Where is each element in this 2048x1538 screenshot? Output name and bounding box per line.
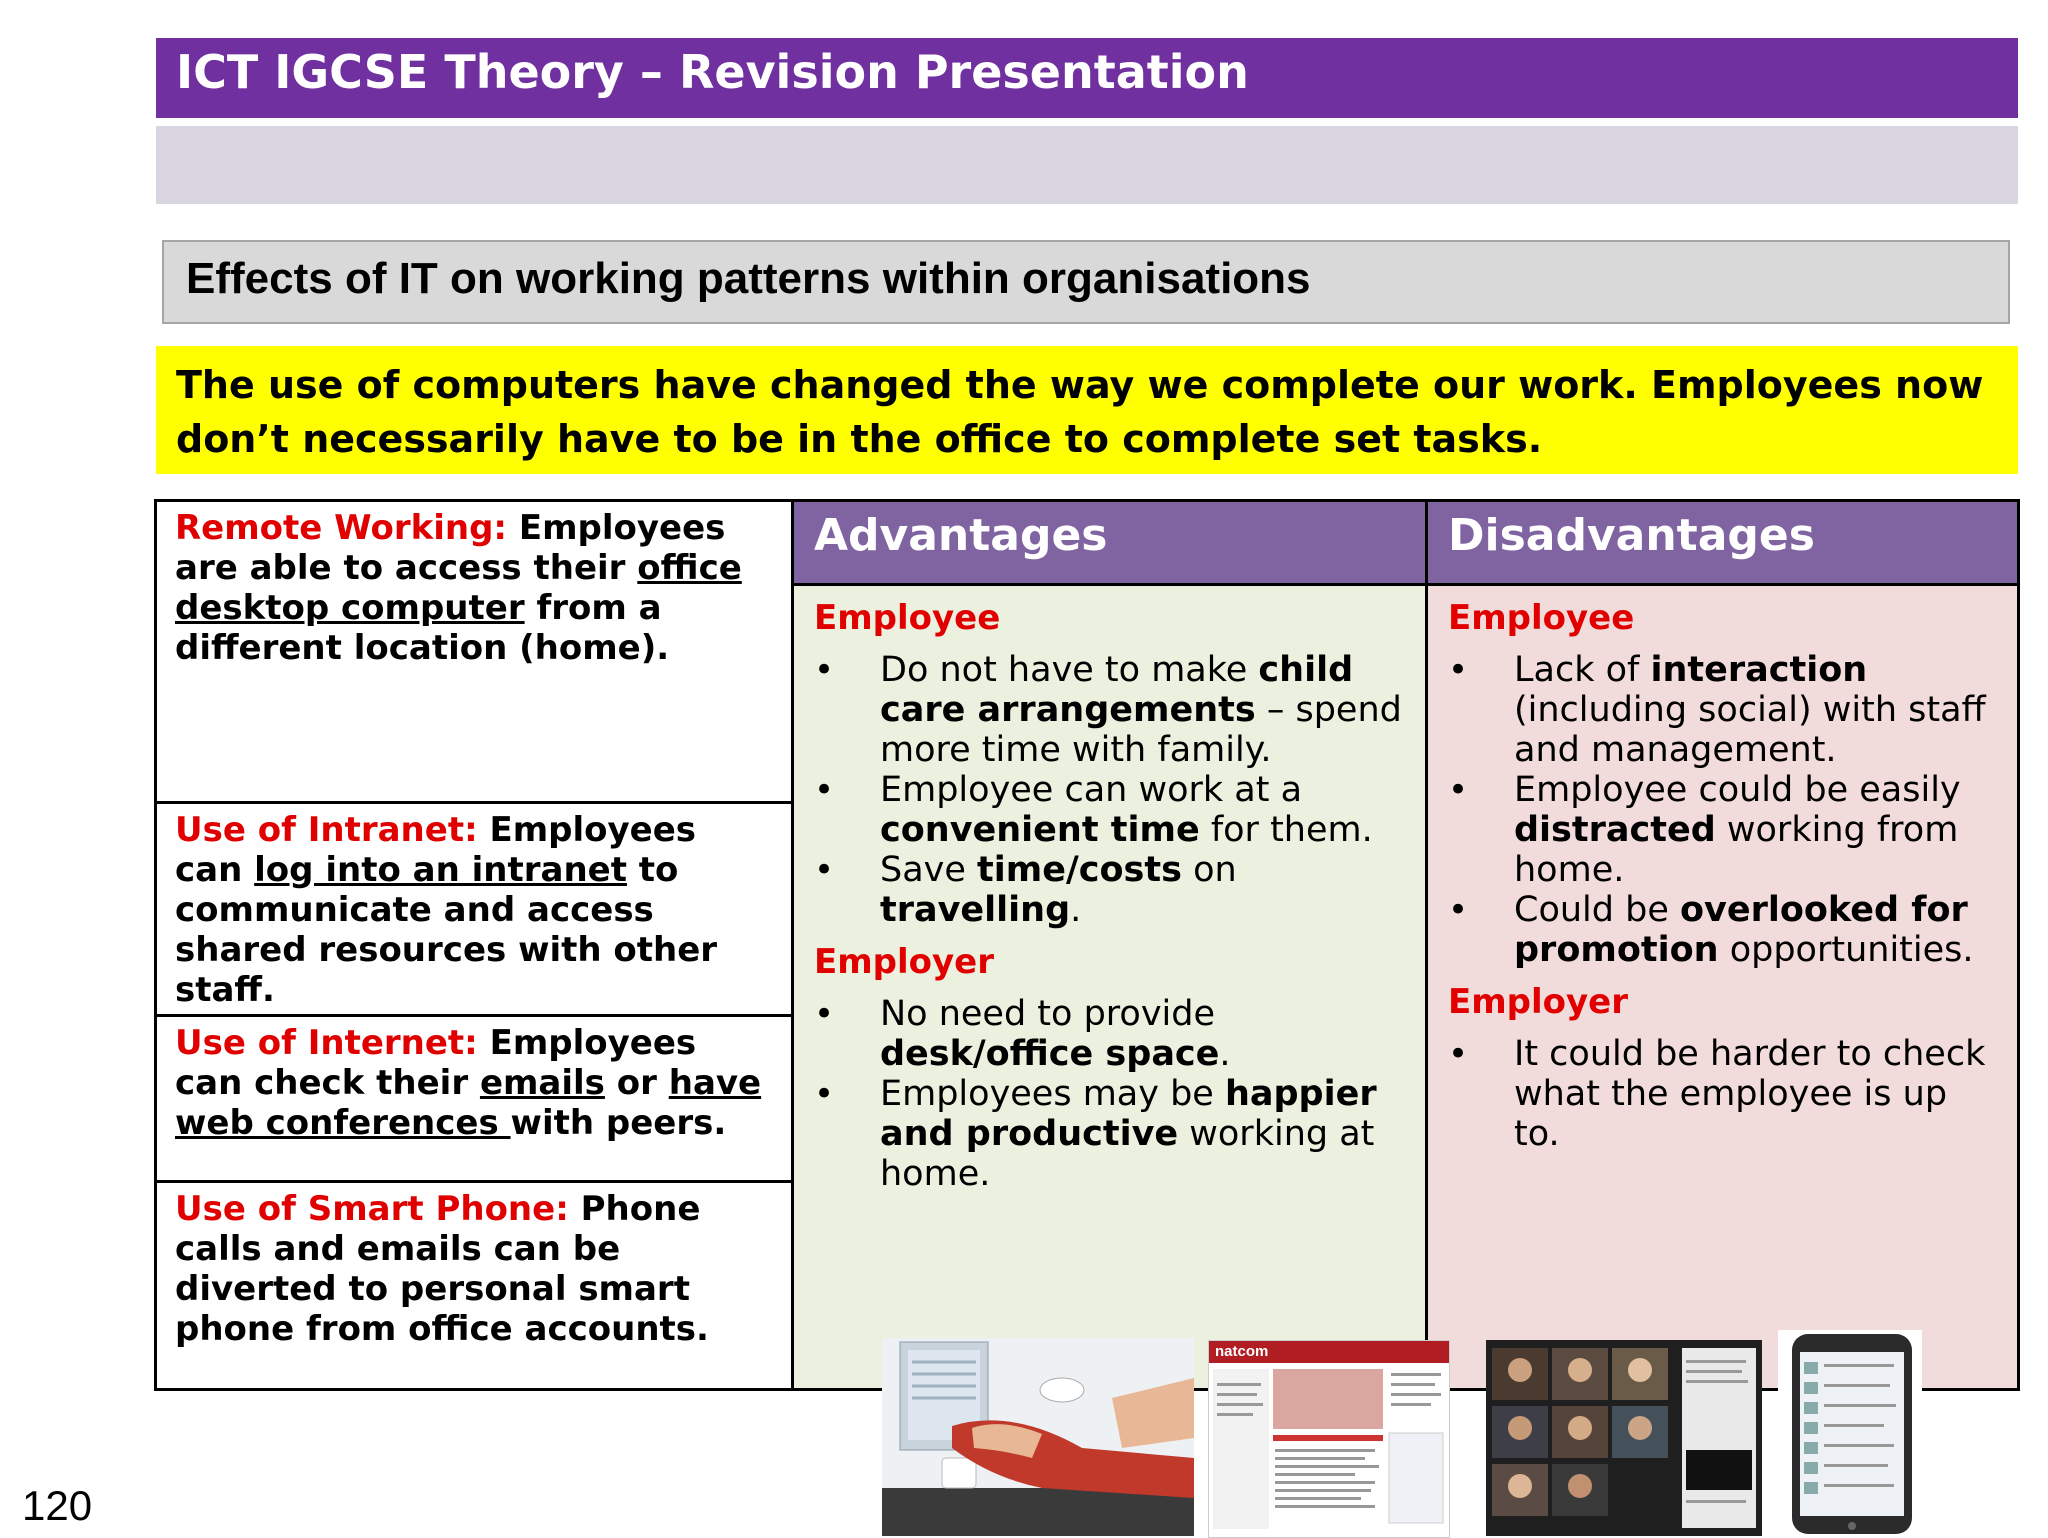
intranet-label: Use of Intranet:: [175, 810, 478, 850]
intranet-text-2: to communicate and access shared resources with other staff.: [175, 850, 718, 1010]
slide-title: ICT IGCSE Theory – Revision Presentation: [156, 38, 2018, 118]
disadvantages-employee-title: Employee: [1448, 598, 1635, 638]
remote-working-label: Remote Working:: [175, 508, 507, 548]
list-item: • It could be harder to check what the employee is up to.: [1448, 1034, 1997, 1154]
video-conference-image: [1486, 1340, 1762, 1536]
remote-working-cell: [157, 502, 791, 804]
disadvantages-employer-list: [1448, 1034, 1997, 1154]
list-item: • Employees may be happier and productive working at home.: [814, 1074, 1405, 1194]
subtitle-bar: [156, 126, 2018, 204]
advantages-employer-list: [814, 994, 1405, 1194]
advantages-heading: Advantages: [794, 502, 1425, 586]
internet-text-1: Employees can check their: [175, 1023, 697, 1103]
internet-text-3: with peers.: [510, 1103, 727, 1143]
list-item: • Employee could be easily distracted working from home.: [1448, 770, 1997, 890]
person-working-from-home-image: [882, 1338, 1194, 1536]
advantages-column: [794, 499, 1428, 1391]
page-number: 120: [22, 1482, 93, 1529]
smartphone-photo: [1778, 1330, 1922, 1536]
smartphone-cell: [157, 1183, 791, 1388]
list-item: • Employee can work at a convenient time for them.: [814, 770, 1405, 850]
remote-text-2: from a different location (home).: [175, 588, 670, 668]
list-item: • Lack of interaction (including social) with staff and management.: [1448, 650, 1997, 770]
section-heading: Effects of IT on working patterns within organisations: [162, 240, 2010, 324]
list-item: • Do not have to make child care arrangements – spend more time with family.: [814, 650, 1405, 770]
intranet-screenshot: [1208, 1340, 1450, 1538]
intro-text: The use of computers have changed the way we complete our work. Employees now don’t necessarily have to be in the office to complete set tasks.: [156, 346, 2018, 474]
smartphone-text: Phone calls and emails can be diverted to personal smart phone from office accounts.: [175, 1189, 709, 1349]
list-item: • Save time/costs on travelling.: [814, 850, 1405, 930]
intranet-page-image: [1209, 1363, 1449, 1537]
internet-underlined-2: have web conferences: [175, 1063, 762, 1143]
disadvantages-employer-title: Employer: [1448, 982, 1628, 1022]
natcom-logo: natcom: [1209, 1341, 1449, 1363]
remote-text-1: Employees are able to access their: [175, 508, 726, 588]
internet-text-2: or: [604, 1063, 669, 1103]
disadvantages-employee-list: [1448, 650, 1997, 970]
methods-table: [154, 499, 794, 1391]
intranet-text-1: Employees can: [175, 810, 697, 890]
smartphone-image: [1778, 1330, 1922, 1536]
smartphone-label: Use of Smart Phone:: [175, 1189, 569, 1229]
list-item: • Could be overlooked for promotion opportunities.: [1448, 890, 1997, 970]
list-item: • No need to provide desk/office space.: [814, 994, 1405, 1074]
intranet-underlined: log into an intranet: [254, 850, 627, 890]
internet-underlined-1: emails: [479, 1063, 605, 1103]
internet-label: Use of Internet:: [175, 1023, 478, 1063]
disadvantages-heading: Disadvantages: [1428, 502, 2017, 586]
remote-work-photo: [882, 1338, 1194, 1536]
advantages-employee-list: [814, 650, 1405, 930]
advantages-employee-title: Employee: [814, 598, 1001, 638]
intranet-cell: [157, 804, 791, 1017]
web-conference-image: [1486, 1340, 1762, 1536]
remote-underlined: office desktop computer: [175, 548, 742, 628]
advantages-employer-title: Employer: [814, 942, 994, 982]
disadvantages-column: [1428, 499, 2020, 1391]
internet-cell: [157, 1017, 791, 1183]
